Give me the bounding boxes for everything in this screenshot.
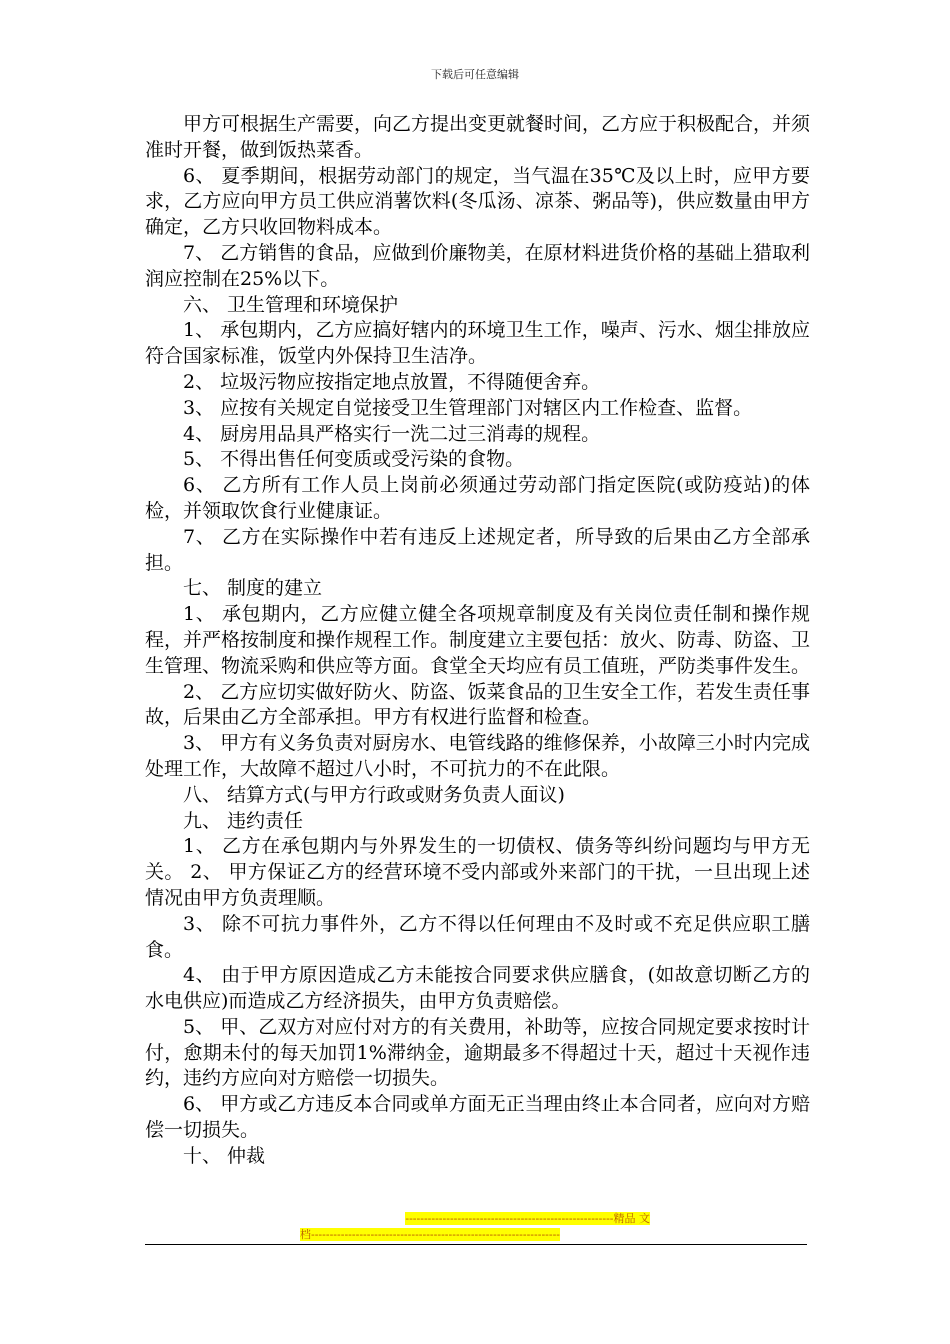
document-body — [145, 112, 810, 1170]
paragraph: 1、 承包期内，乙方应健立健全各项规章制度及有关岗位责任制和操作规程，并严格按制度和操作规程工作。制度建立主要包括：放火、防毒、防盗、卫生管理、物流采购和供应等方面。食堂全天均应有员工值班，严防类事件发生。 — [145, 603, 811, 677]
paragraph: 6、 乙方所有工作人员上岗前必须通过劳动部门指定医院(或防疫站)的体检，并领取饮食行业健康证。 — [145, 474, 810, 522]
paragraph: 2、 乙方应切实做好防火、防盗、饭菜食品的卫生安全工作，若发生责任事故，后果由乙方全部承担。甲方有权进行监督和检查。 — [145, 680, 810, 729]
section-heading: 六、 卫生管理和环境保护 — [183, 293, 399, 316]
footer-watermark — [300, 1211, 650, 1243]
paragraph: 6、 夏季期间，根据劳动部门的规定，当气温在35℃及以上时，应甲方要求，乙方应向甲方员工供应消薯饮料(冬瓜汤、凉茶、粥品等)，供应数量由甲方确定，乙方只收回物料成本。 — [145, 164, 810, 239]
paragraph: 3、 除不可抗力事件外，乙方不得以任何理由不及时或不充足供应职工膳食。 — [145, 912, 810, 961]
paragraph: 4、 厨房用品具严格实行一洗二过三消毒的规程。 — [183, 422, 601, 445]
paragraph: 7、 乙方在实际操作中若有违反上述规定者，所导致的后果由乙方全部承担。 — [145, 525, 810, 574]
paragraph: 5、 不得出售任何变质或受污染的食物。 — [183, 448, 525, 471]
paragraph: 6、 甲方或乙方违反本合同或单方面无正当理由终止本合同者，应向对方赔偿一切损失。 — [145, 1093, 810, 1142]
paragraph: 3、 应按有关规定自觉接受卫生管理部门对辖区内工作检查、监督。 — [183, 396, 753, 419]
section-heading: 十、 仲裁 — [183, 1144, 266, 1167]
paragraph: 5、 甲、乙双方对应付对方的有关费用，补助等，应按合同规定要求按时计付，愈期未付的每天加罚1%滞纳金，逾期最多不得超过十天，超过十天视作违约，违约方应向对方赔偿一切损失。 — [145, 1015, 810, 1090]
section-heading: 八、 结算方式(与甲方行政或财务负责人面议) — [183, 783, 565, 806]
section-heading: 七、 制度的建立 — [183, 577, 323, 600]
paragraph: 1、 承包期内，乙方应搞好辖内的环境卫生工作，噪声、污水、烟尘排放应符合国家标准，饭堂内外保持卫生洁净。 — [145, 319, 810, 368]
footer-line-1: --------------------------------------------------------精品 文 — [405, 1212, 650, 1225]
page-header-note: 下载后可任意编辑 — [431, 68, 519, 81]
section-heading: 九、 违约责任 — [183, 809, 304, 832]
paragraph: 甲方可根据生产需要，向乙方提出变更就餐时间，乙方应于积极配合，并须准时开餐，做到饭热菜香。 — [145, 113, 811, 161]
paragraph: 2、 垃圾污物应按指定地点放置，不得随便舍弃。 — [183, 370, 601, 393]
paragraph: 4、 由于甲方原因造成乙方未能按合同要求供应膳食，(如故意切断乙方的水电供应)而造成乙方经济损失，由甲方负责赔偿。 — [145, 964, 810, 1013]
paragraph: 1、 乙方在承包期内与外界发生的一切债权、债务等纠纷问题均与甲方无关。 2、 甲方保证乙方的经营环境不受内部或外来部门的干扰，一旦出现上述情况由甲方负责理顺。 — [145, 835, 810, 909]
paragraph: 7、 乙方销售的食品，应做到价廉物美，在原材料进货价格的基础上猎取利润应控制在25%以下。 — [145, 241, 810, 290]
footer-rule — [145, 1244, 807, 1245]
footer-line-2: 档------------------------------------------------------------------- — [300, 1228, 561, 1241]
paragraph: 3、 甲方有义务负责对厨房水、电管线路的维修保养，小故障三小时内完成处理工作，大故障不超过八小时，不可抗力的不在此限。 — [145, 732, 810, 780]
